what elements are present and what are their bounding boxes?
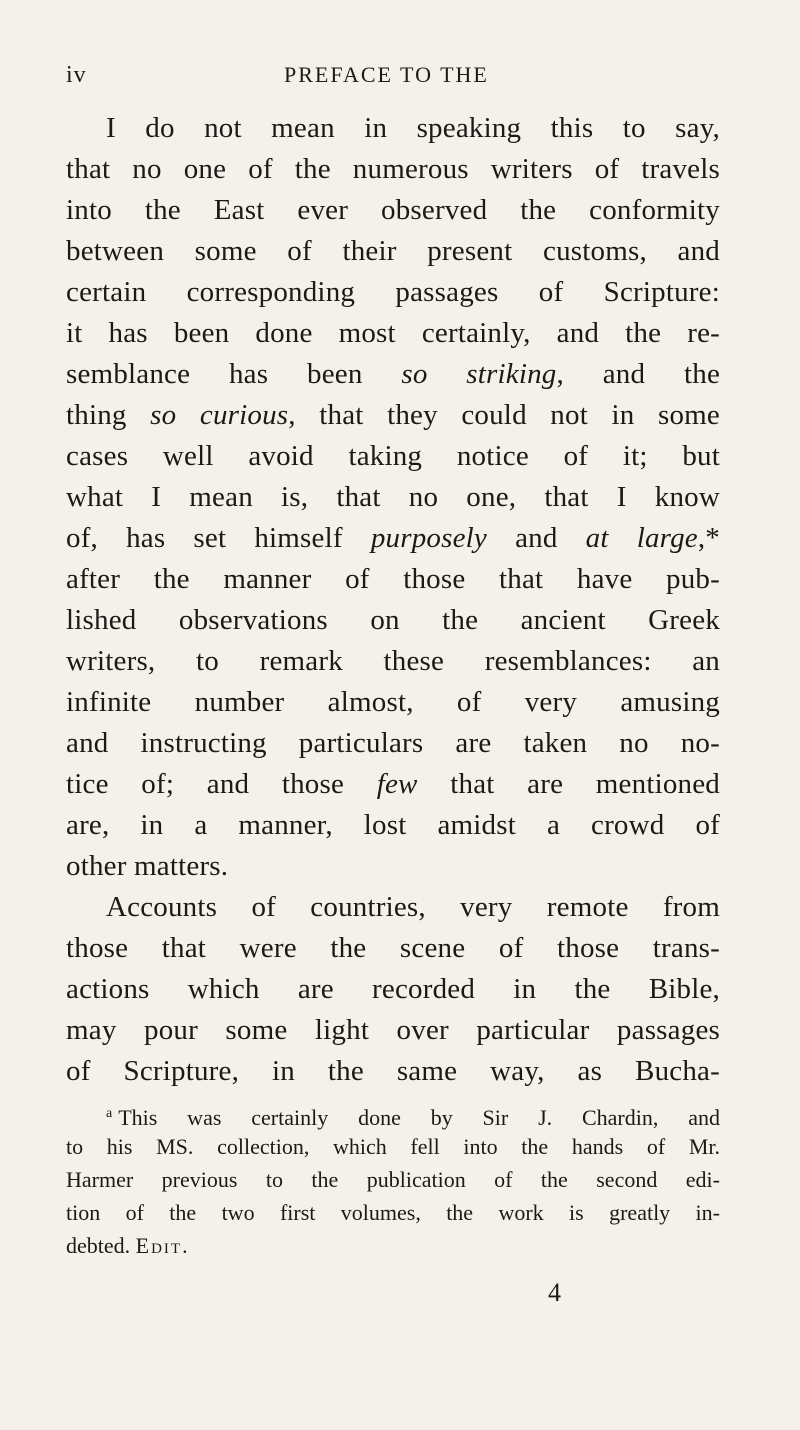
footnote [66, 1097, 720, 1262]
emphasis: so curious [150, 399, 289, 431]
text-line: actions which are recorded in the Bible, [66, 973, 720, 1005]
text-line: of, has set himself purposely and at large,* [66, 522, 721, 554]
text-line: lished observations on the ancient Greek [66, 604, 720, 636]
text-line: writers, to remark these resemblances: an [66, 645, 720, 677]
text-line: it has been done most certainly, and the re- [66, 317, 720, 349]
footnote-line: $^a$ This was certainly done by Sir J. Chardin, and [106, 1105, 720, 1130]
body-text [66, 108, 720, 1092]
text-line: what I mean is, that no one, that I know [66, 481, 720, 513]
text-line: tice of; and those few that are mentioned [66, 768, 721, 800]
text-line: of Scripture, in the same way, as Bucha- [66, 1055, 720, 1087]
text-line: may pour some light over particular passages [66, 1014, 720, 1046]
text-line: semblance has been so striking, and the [66, 358, 721, 390]
text-line: infinite number almost, of very amusing [66, 686, 720, 718]
text-line: after the manner of those that have pub- [66, 563, 720, 595]
text-line: and instructing particulars are taken no no- [66, 727, 720, 759]
emphasis: at large [585, 522, 698, 554]
emphasis: so striking [401, 358, 557, 390]
text-line: Accounts of countries, very remote from [106, 891, 720, 923]
text-line: cases well avoid taking notice of it; but [66, 440, 720, 472]
footnote-mark: a [106, 1106, 113, 1121]
page-header [66, 62, 626, 92]
text-line: are, in a manner, lost amidst a crowd of [66, 809, 720, 841]
footnote-line: debted. Edit. [66, 1233, 190, 1258]
text-line: those that were the scene of those trans- [66, 932, 720, 964]
text-line: I do not mean in speaking this to say, [106, 112, 720, 144]
text-line: that no one of the numerous writers of travels [66, 153, 720, 185]
footnote-line: tion of the two first volumes, the work is greatly in- [66, 1200, 720, 1225]
editor-mark: Edit. [135, 1233, 190, 1258]
text-line: into the East ever observed the conformity [66, 194, 720, 226]
footnote-line: Harmer previous to the publication of the second edi- [66, 1167, 720, 1192]
text-line: thing so curious, that they could not in some [66, 399, 720, 431]
signature-mark: 4 [548, 1278, 561, 1307]
emphasis: purposely [370, 522, 487, 554]
emphasis: few [376, 768, 418, 800]
running-head: PREFACE TO THE [284, 62, 489, 87]
text-line: between some of their present customs, and [66, 235, 720, 267]
page-number: iv [66, 62, 87, 88]
text-line: certain corresponding passages of Scripture: [66, 276, 720, 308]
footnote-line: to his MS. collection, which fell into the hands of Mr. [66, 1134, 720, 1159]
text-line: other matters. [66, 850, 229, 882]
